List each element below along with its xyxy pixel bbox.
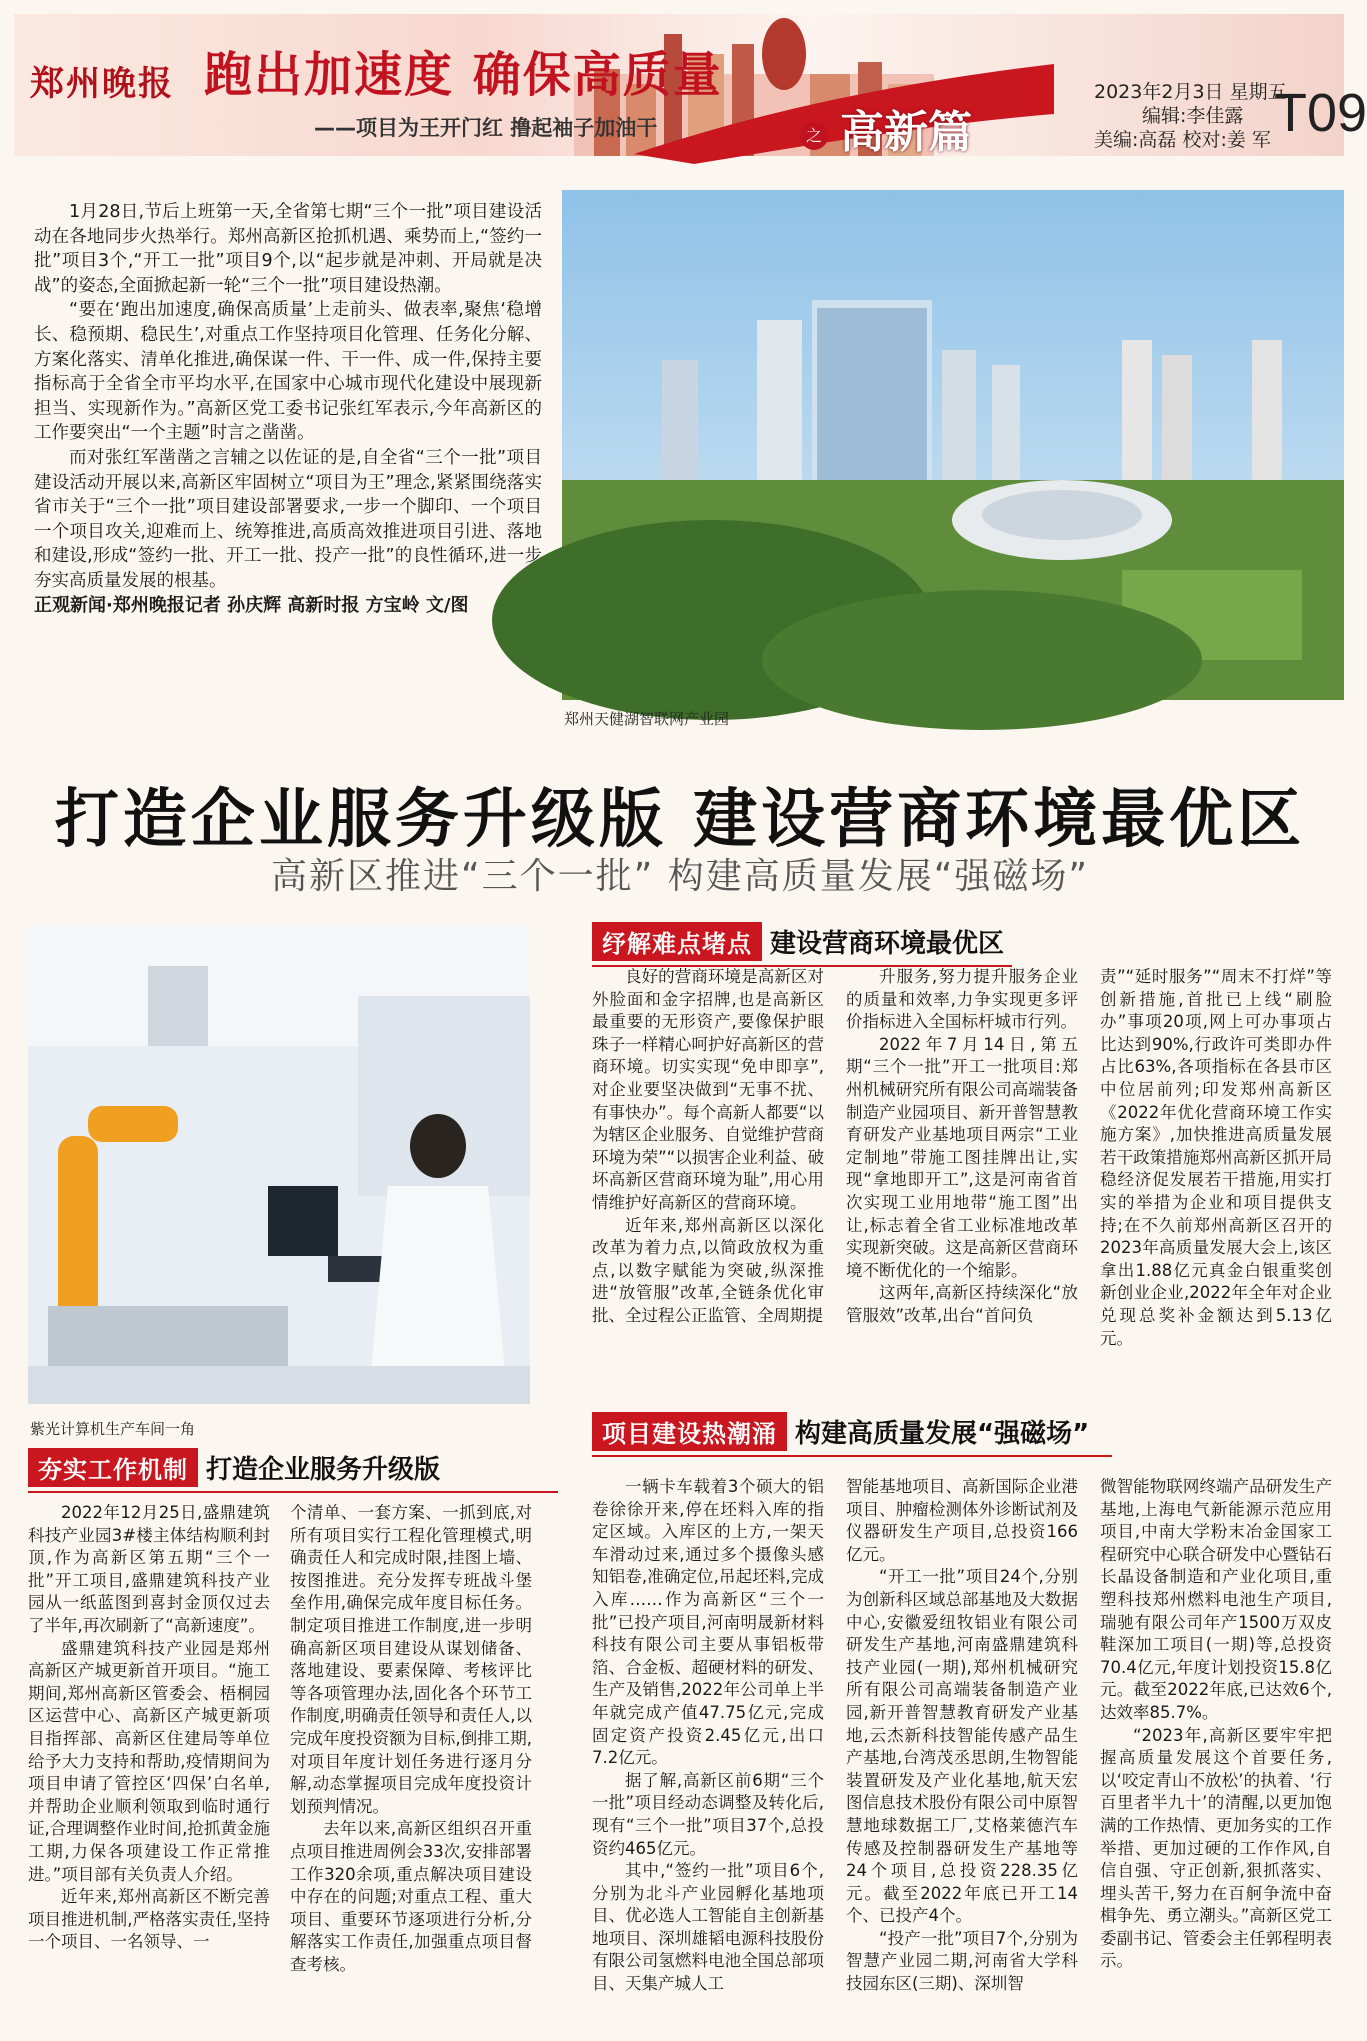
section1-header bbox=[592, 922, 1342, 967]
sub-headline: 高新区推进“三个一批” 构建高质量发展“强磁场” bbox=[270, 856, 1090, 897]
article-paragraph: 个清单、一套方案、一抓到底,对所有项目实行工程化管理模式,明确责任人和完成时限,挂图上墙、按图推进。充分发挥专班战斗堡垒作用,确保完成年度目标任务。制定项目推进工作制度,进一步明确高新区项目建设从谋划储备、落地建设、要素保障、考核评比等各项管理办法,固化各个环节工作制度,明确责任领导和责任人,以完成年度投资额为目标,倒排工期,对项目年度计划任务进行逐月分解,动态掌握项目完成年度投资计划预判情况。 bbox=[290, 1503, 532, 1816]
section2-column bbox=[28, 1502, 270, 1954]
article-paragraph: 2022年12月25日,盛鼎建筑科技产业园3#楼主体结构顺利封顶,作为高新区第五期“三个一批”开工项目,盛鼎建筑科技产业园从一纸蓝图到喜封金顶仅过去了半年,再次刷新了“高新速度”。 bbox=[28, 1503, 270, 1635]
section-name: 高新篇 bbox=[840, 107, 972, 158]
section3-title: 构建高质量发展“强磁场” bbox=[795, 1419, 1090, 1449]
article-paragraph: 近年来,郑州高新区不断完善项目推进机制,严格落实责任,坚持一个项目、一名领导、一 bbox=[28, 1887, 270, 1952]
newspaper-brand: 郑州晚报 bbox=[30, 64, 174, 104]
zhi-badge: 之 bbox=[800, 122, 828, 150]
article-paragraph: 盛鼎建筑科技产业园是郑州高新区产城更新首开项目。“施工期间,郑州高新区管委会、梧桐园区运营中心、高新区产城更新项目指挥部、高新区住建局等单位给予大力支持和帮助,疫情期间为项目申请了管控区‘四保’白名单,并帮助企业顺利领取到临时通行证,合理调整作业时间,抢抓黄金施工期,力保各项建设工作正常推进。”项目部有关负责人介绍。 bbox=[28, 1638, 270, 1884]
art-proof-credit: 美编:高磊 校对:姜 军 bbox=[1094, 129, 1271, 151]
article-paragraph: 微智能物联网终端产品研发生产基地,上海电气新能源示范应用项目,中南大学粉末冶金国家工程研究中心联合研发中心暨钻石长晶设备制造和产业化项目,重塑科技郑州燃料电池生产项目,瑞驰有限公司年产1500万双皮鞋深加工项目(一期)等,总投资70.4亿元,年度计划投资15.8亿元。截至2022年底,已达效6个,达效率85.7%。 bbox=[1100, 1477, 1332, 1722]
top-photo-caption: 郑州天健湖智联网产业园 bbox=[564, 710, 730, 728]
article-paragraph: “2023年,高新区要牢牢把握高质量发展这个首要任务,以‘咬定青山不放松’的执着、‘行百里者半九十’的清醒,以更加饱满的工作热情、更加务实的工作举措、更加过硬的工作作风,自信自强、守正创新,狠抓落实、埋头苦干,努力在百舸争流中奋楫争先、勇立潮头。”高新区党工委副书记、管委会主任郭程明表示。 bbox=[1100, 1725, 1332, 1971]
campaign-slogan: 跑出加速度 确保高质量 bbox=[204, 47, 723, 103]
article-paragraph: “投产一批”项目7个,分别为智慧产业园二期,河南省大学科技园东区(三期)、深圳智 bbox=[846, 1928, 1078, 1994]
section3-column bbox=[592, 1476, 824, 1996]
article-paragraph: 这两年,高新区持续深化“放管服效”改革,出台“首问负 bbox=[846, 1283, 1078, 1325]
main-headline: 打造企业服务升级版 建设营商环境最优区 bbox=[54, 783, 1306, 857]
section2-header bbox=[28, 1448, 548, 1493]
section3-tag: 项目建设热潮涌 bbox=[592, 1412, 787, 1451]
issue-info bbox=[1094, 80, 1287, 152]
campaign-subtitle: ——项目为王开门红 撸起袖子加油干 bbox=[314, 116, 658, 140]
section2-column bbox=[290, 1502, 532, 1976]
article-paragraph: 责”“延时服务”“周末不打烊”等创新措施,首批已上线“刷脸办”事项20项,网上可办事项占比达到90%,行政许可类即办件占比63%,各项指标在各县市区中位居前列;印发郑州高新区《2022年优化营商环境工作实施方案》,加快推进高质量发展若干政策措施郑州高新区抓开局稳经济促发展若干措施,用实打实的举措为企业和项目提供支持;在不久前郑州高新区召开的2023年高质量发展大会上,该区拿出1.88亿元真金白银重奖创新创业企业,2022年全年对企业兑现总奖补金额达到5.13亿元。 bbox=[1100, 967, 1332, 1348]
intro-paragraph: 而对张红军凿凿之言辅之以佐证的是,自全省“三个一批”项目建设活动开展以来,高新区牢固树立“项目为王”理念,紧紧围绕落实省市关于“三个一批”项目建设部署要求,一步一个脚印、一个项目一个项目攻关,迎难而上、统筹推进,高质高效推进项目引进、落地和建设,形成“签约一批、开工一批、投产一批”的良性循环,进一步夯实高质量发展的根基。 bbox=[34, 447, 542, 591]
industrial-park-photo bbox=[562, 190, 1344, 700]
left-photo-caption: 紫光计算机生产车间一角 bbox=[30, 1420, 196, 1438]
issue-date: 2023年2月3日 星期五 bbox=[1094, 81, 1287, 103]
section3-column bbox=[1100, 1476, 1332, 1973]
article-paragraph: 良好的营商环境是高新区对外脸面和金字招牌,也是高新区最重要的无形资产,要像保护眼珠子一样精心呵护好高新区的营商环境。切实实现“免申即享”,对企业要坚决做到“无事不扰、有事快办”。每个高新人都要“以为辖区企业服务、自觉维护营商环境为荣”“以损害企业利益、破坏高新区营商环境为耻”,用心用情维护好高新区的营商环境。 bbox=[592, 967, 824, 1212]
section1-title: 建设营商环境最优区 bbox=[770, 929, 1005, 959]
article-paragraph: “开工一批”项目24个,分别为创新科区域总部基地及大数据中心,安徽爱纽牧铝业有限公司研发生产基地,河南盛鼎建筑科技产业园(一期),郑州机械研究所有限公司高端装备制造产业园,新开普智慧教育研发产业基地,云杰新科技智能传感产品生产基地,台湾茂丞思朗,生物智能装置研发及产业化基地,航天宏图信息技术股份有限公司中原智慧地球数据工厂,艾格莱德汽车传感及控制器研发生产基地等24个项目,总投资228.35亿元。截至2022年底已开工14个、已投产4个。 bbox=[846, 1567, 1078, 1926]
article-paragraph: 升服务,努力提升服务企业的质量和效率,力争实现更多评价指标进入全国标杆城市行列。 bbox=[846, 967, 1078, 1032]
section-rule bbox=[28, 1491, 558, 1493]
computer-workshop-photo bbox=[28, 926, 530, 1404]
intro-paragraph: 1月28日,节后上班第一天,全省第七期“三个一批”项目建设活动在各地同步火热举行。郑州高新区抢抓机遇、乘势而上,“签约一批”项目3个,“开工一批”项目9个,以“起步就是冲刺、开局就是决战”的姿态,全面掀起新一轮“三个一批”项目建设热潮。 bbox=[34, 202, 542, 296]
article-paragraph: 近年来,郑州高新区以深化改革为着力点,以简政放权为重点,以数字赋能为突破,纵深推进“放管服”改革,全链条优化审批、全过程公正监管、全周期提 bbox=[592, 1215, 824, 1325]
article-paragraph: 2022年7月14日,第五期“三个一批”开工一批项目:郑州机械研究所有限公司高端装备制造产业园项目、新开普智慧教育研发产业基地项目两宗“工业定制地”带施工图挂牌出让,实现“拿地即开工”,这是河南省首次实现工业用地带“施工图”出让,标志着全省工业标准地改革实现新突破。这是高新区营商环境不断优化的一个缩影。 bbox=[846, 1034, 1078, 1280]
intro-paragraph: “要在‘跑出加速度,确保高质量’上走前头、做表率,聚焦‘稳增长、稳预期、稳民生’,对重点工作坚持项目化管理、任务化分解、方案化落实、清单化推进,确保谋一件、干一件、成一件,保持主要指标高于全省全市平均水平,在国家中心城市现代化建设中展现新担当、实现新作为。”高新区党工委书记张红军表示,今年高新区的工作要突出“一个主题”时言之凿凿。 bbox=[34, 300, 542, 444]
section2-title: 打造企业服务升级版 bbox=[206, 1455, 441, 1485]
byline: 正观新闻·郑州晚报记者 孙庆辉 高新时报 方宝岭 文/图 bbox=[34, 594, 469, 616]
section3-header bbox=[592, 1412, 1342, 1457]
section-rule bbox=[592, 1455, 1112, 1457]
article-paragraph: 一辆卡车载着3个硕大的铝卷徐徐开来,停在坯料入库的指定区域。入库区的上方,一架天车滑动过来,通过多个摄像头感知铝卷,准确定位,吊起坯料,完成入库……作为高新区“三个一批”已投产项目,河南明晟新材料科技有限公司主要从事铝板带箔、合金板、超硬材料的研发、生产及销售,2022年公司单上半年就完成产值47.75亿元,完成固定资产投资2.45亿元,出口7.2亿元。 bbox=[592, 1477, 824, 1768]
section1-column bbox=[592, 966, 824, 1328]
section1-column bbox=[1100, 966, 1332, 1350]
article-paragraph: 智能基地项目、高新国际企业港项目、肿瘤检测体外诊断试剂及仪器研发生产项目,总投资166亿元。 bbox=[846, 1477, 1078, 1564]
section1-column bbox=[846, 966, 1078, 1328]
article-paragraph: 其中,“签约一批”项目6个,分别为北斗产业园孵化基地项目、优必选人工智能自主创新基地项目、深圳雄韬电源科技股份有限公司氢燃料电池全国总部项目、天集产城人工 bbox=[592, 1861, 824, 1994]
editor-credit: 编辑:李佳露 bbox=[1142, 105, 1244, 127]
article-paragraph: 去年以来,高新区组织召开重点项目推进周例会33次,安排部署工作320余项,重点解决项目建设中存在的问题;对重点工程、重大项目、重要环节逐项进行分析,分解落实工作责任,加强重点项目督查考核。 bbox=[290, 1819, 532, 1974]
intro-text bbox=[34, 200, 542, 618]
section2-tag: 夯实工作机制 bbox=[28, 1448, 198, 1487]
article-paragraph: 据了解,高新区前6期“三个一批”项目经动态调整及转化后,现有“三个一批”项目37个,总投资约465亿元。 bbox=[592, 1770, 824, 1858]
section3-column bbox=[846, 1476, 1078, 1996]
section1-tag: 纾解难点堵点 bbox=[592, 922, 762, 961]
page-number: T09 bbox=[1274, 83, 1367, 143]
masthead bbox=[14, 14, 1367, 158]
